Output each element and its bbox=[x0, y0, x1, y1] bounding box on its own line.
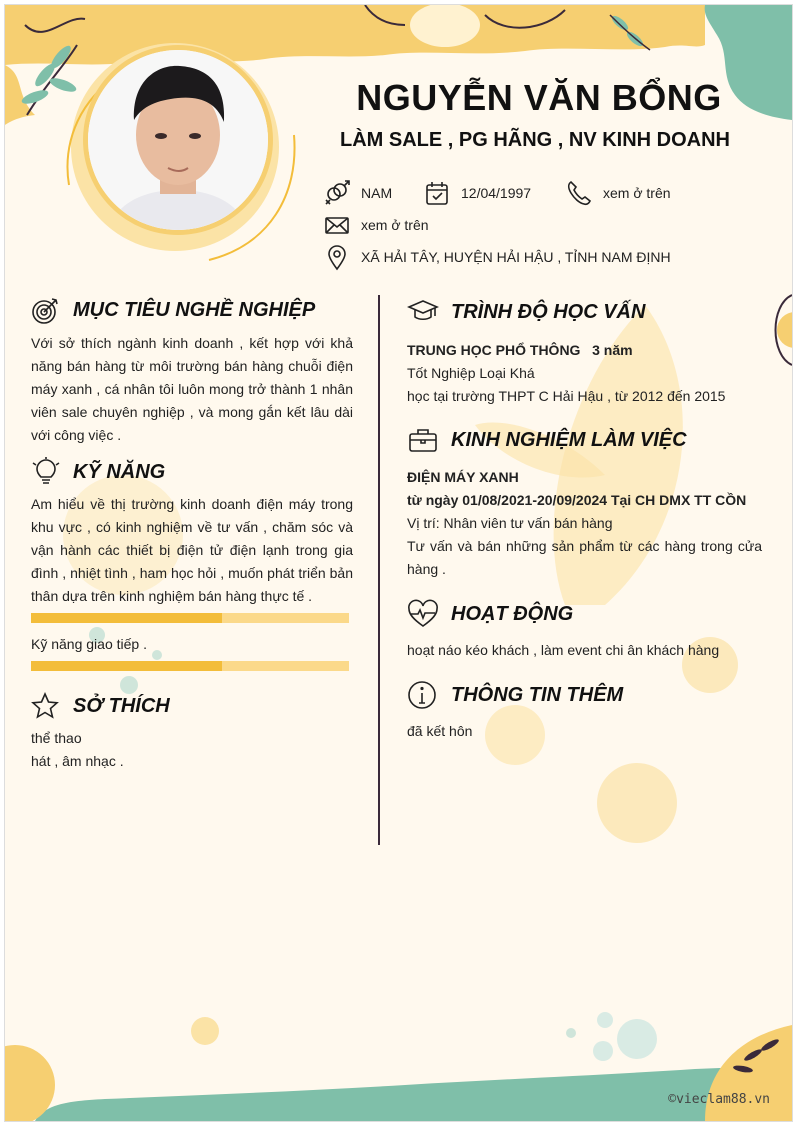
birthdate-row bbox=[423, 179, 531, 207]
objective-heading bbox=[31, 295, 315, 325]
lightbulb-icon bbox=[31, 457, 61, 487]
address-row bbox=[323, 243, 671, 271]
briefcase-icon bbox=[407, 425, 439, 455]
hobbies-heading bbox=[31, 691, 170, 721]
skill-bar-2-fill bbox=[31, 661, 222, 671]
company-name: ĐIỆN MÁY XANH bbox=[407, 469, 519, 485]
email-row bbox=[323, 211, 429, 239]
birthdate-value: 12/04/1997 bbox=[461, 185, 532, 201]
cv-page bbox=[4, 4, 793, 1122]
heartbeat-icon bbox=[407, 599, 439, 629]
profile-photo-frame bbox=[83, 45, 273, 235]
address-value: XÃ HẢI TÂY, HUYỆN HẢI HẬU , TỈNH NAM ĐỊNH bbox=[361, 249, 671, 265]
objective-text: Với sở thích ngành kinh doanh , kết hợp với khả năng bán hàng từ môi trường bán hàng chuỗi điện máy xanh , cá nhân tôi luôn mong trở thành 1 nhân viên sale chuyên nghiệp , và mong gắn kết lâu dài với công việc . bbox=[31, 335, 353, 443]
extra-info-text: đã kết hôn bbox=[407, 723, 473, 739]
activities-title: HOẠT ĐỘNG bbox=[451, 602, 574, 625]
target-icon bbox=[31, 295, 61, 325]
objective-title: MỤC TIÊU NGHỀ NGHIỆP bbox=[73, 298, 316, 321]
activities-heading bbox=[407, 599, 573, 629]
extra-info-heading bbox=[407, 679, 623, 711]
calendar-icon bbox=[423, 179, 451, 207]
experience-heading bbox=[407, 425, 687, 455]
location-pin-icon bbox=[323, 243, 351, 271]
skills-text: Am hiểu về thị trường kinh doanh điện máy trong khu vực , có kinh nghiệm về tư vấn , chăm sóc và vận hành các thiết bị điện tử điện lạnh trong gia đình , nhiệt tình , ham học hỏi , muốn phát triển bản thân dựa trên kinh nghiệm bán hàng thực tế . bbox=[31, 496, 353, 604]
work-position: Vị trí: Nhân viên tư vấn bán hàng bbox=[407, 515, 613, 531]
gender-row bbox=[323, 179, 392, 207]
hobby-item: hát , âm nhạc . bbox=[31, 753, 124, 769]
communication-skill-label: Kỹ năng giao tiếp . bbox=[31, 636, 147, 652]
phone-row bbox=[565, 179, 671, 207]
info-icon bbox=[407, 679, 439, 711]
skill-bar-1-fill bbox=[31, 613, 222, 623]
watermark: ©vieclam88.vn bbox=[668, 1092, 770, 1107]
star-icon bbox=[31, 691, 61, 721]
hobby-item: thể thao bbox=[31, 730, 82, 746]
education-heading bbox=[407, 297, 645, 327]
email-value: xem ở trên bbox=[361, 217, 429, 233]
phone-icon bbox=[565, 179, 593, 207]
profile-photo bbox=[88, 50, 268, 230]
extra-info-title: THÔNG TIN THÊM bbox=[451, 683, 624, 706]
work-description: Tư vấn và bán những sản phẩm từ các hàng trong cửa hàng . bbox=[407, 538, 762, 577]
education-grade: Tốt Nghiệp Loại Khá bbox=[407, 365, 535, 381]
education-title: TRÌNH ĐỘ HỌC VẤN bbox=[451, 300, 646, 323]
email-icon bbox=[323, 211, 351, 239]
activities-text: hoạt náo kéo khách , làm event chi ân khách hàng bbox=[407, 642, 720, 658]
hobbies-title: SỞ THÍCH bbox=[73, 694, 170, 717]
gender-icon bbox=[323, 179, 351, 207]
work-period: từ ngày 01/08/2021-20/09/2024 Tại CH DMX TT CỒN bbox=[407, 492, 747, 508]
education-level-row bbox=[407, 339, 633, 362]
phone-value: xem ở trên bbox=[603, 185, 671, 201]
skills-title: KỸ NĂNG bbox=[73, 460, 166, 483]
skill-bar-2 bbox=[31, 661, 349, 671]
education-detail: học tại trường THPT C Hải Hậu , từ 2012 đến 2015 bbox=[407, 388, 726, 404]
candidate-name: NGUYỄN VĂN BỔNG bbox=[356, 77, 722, 118]
education-duration: 3 năm bbox=[592, 342, 633, 358]
graduation-cap-icon bbox=[407, 297, 439, 327]
job-title: LÀM SALE , PG HÃNG , NV KINH DOANH bbox=[339, 129, 730, 151]
gender-value: NAM bbox=[361, 185, 393, 201]
skills-heading bbox=[31, 457, 165, 487]
school-level: TRUNG HỌC PHỔ THÔNG bbox=[407, 342, 581, 358]
skill-bar-1 bbox=[31, 613, 349, 623]
experience-title: KINH NGHIỆM LÀM VIỆC bbox=[451, 428, 687, 451]
